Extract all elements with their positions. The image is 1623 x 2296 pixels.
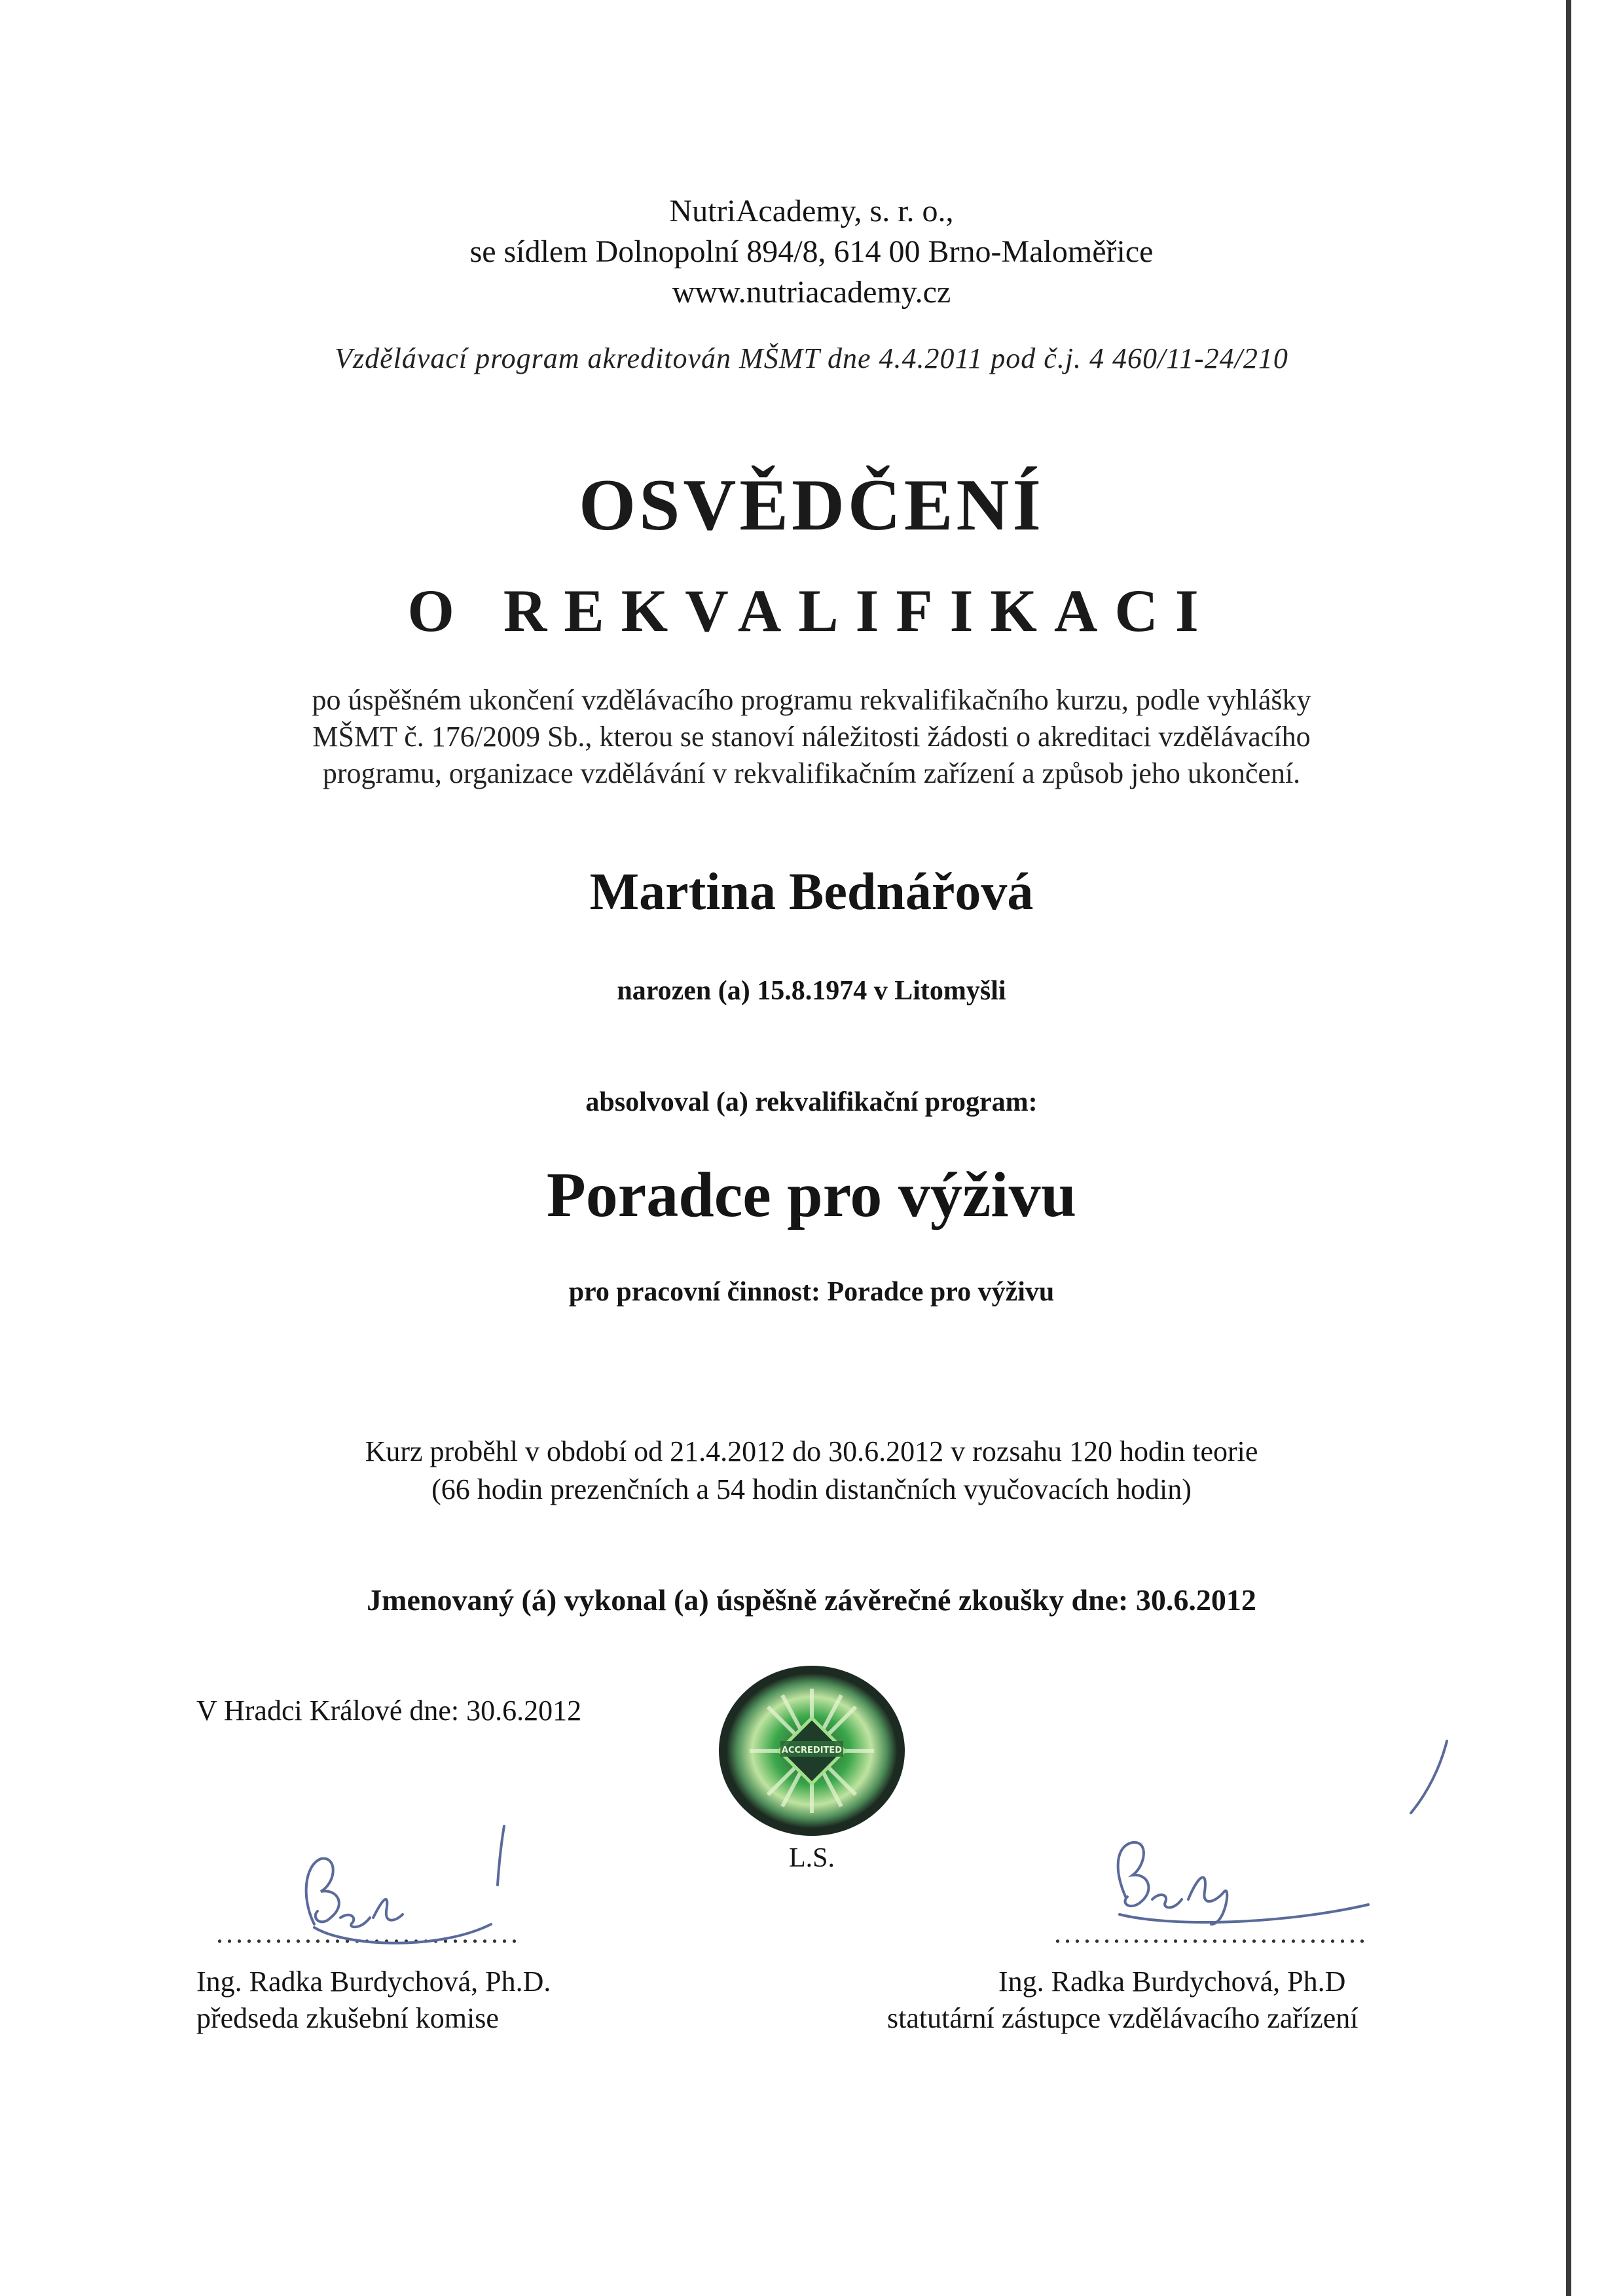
program-activity: pro pracovní činnost: Poradce pro výživu <box>568 1277 1055 1307</box>
legal-text-line: po úspěšném ukončení vzdělávacího programu rekvalifikačního kurzu, podle vyhlášky <box>312 684 1311 716</box>
signature-right <box>1074 1728 1467 1964</box>
course-period: Kurz proběhl v období od 21.4.2012 do 30.6.2012 v rozsahu 120 hodin teorie <box>365 1435 1258 1467</box>
signatory-left-role: předseda zkušební komise <box>196 2002 499 2034</box>
place-and-date: V Hradci Králové dne: 30.6.2012 <box>196 1695 582 1727</box>
signatory-right-name: Ing. Radka Burdychová, Ph.D <box>998 1965 1346 1998</box>
certificate-subtitle: O REKVALIFIKACI <box>407 577 1216 644</box>
issuer-web: www.nutriacademy.cz <box>672 275 951 310</box>
seal-text: ACCREDITED <box>781 1746 843 1755</box>
legal-text-line: programu, organizace vzdělávání v rekvalifikačním zařízení a způsob jeho ukončení. <box>322 757 1301 789</box>
certificate-title: OSVĚDČENÍ <box>579 465 1044 546</box>
issuer-name: NutriAcademy, s. r. o., <box>669 194 954 228</box>
issuer-address: se sídlem Dolnopolní 894/8, 614 00 Brno-Maloměřice <box>469 234 1154 269</box>
signature-line-right: ................................ <box>1054 1917 1368 1949</box>
program-name: Poradce pro výživu <box>546 1160 1077 1230</box>
seal-label: L.S. <box>788 1843 835 1873</box>
hologram-seal <box>714 1662 910 1839</box>
completed-label: absolvoval (a) rekvalifikační program: <box>585 1087 1038 1117</box>
course-hours: (66 hodin prezenčních a 54 hodin distančních vyučovacích hodin) <box>431 1473 1192 1505</box>
signatory-left-name: Ing. Radka Burdychová, Ph.D. <box>196 1965 551 1998</box>
graduate-name: Martina Bednářová <box>589 863 1034 921</box>
signature-line-left: ............................... <box>216 1917 520 1949</box>
accreditation-line: Vzdělávací program akreditován MŠMT dne 4.4.2011 pod č.j. 4 460/11-24/210 <box>335 342 1288 374</box>
signatory-right-role: statutární zástupce vzdělávacího zařízení <box>887 2002 1359 2034</box>
exam-statement: Jmenovaný (á) vykonal (a) úspěšně závěrečné zkoušky dne: 30.6.2012 <box>367 1583 1256 1617</box>
signature-left <box>275 1820 524 1964</box>
graduate-birth: narozen (a) 15.8.1974 v Litomyšli <box>617 976 1006 1006</box>
legal-text-line: MŠMT č. 176/2009 Sb., kterou se stanoví náležitosti žádosti o akreditaci vzdělávacího <box>312 721 1311 753</box>
